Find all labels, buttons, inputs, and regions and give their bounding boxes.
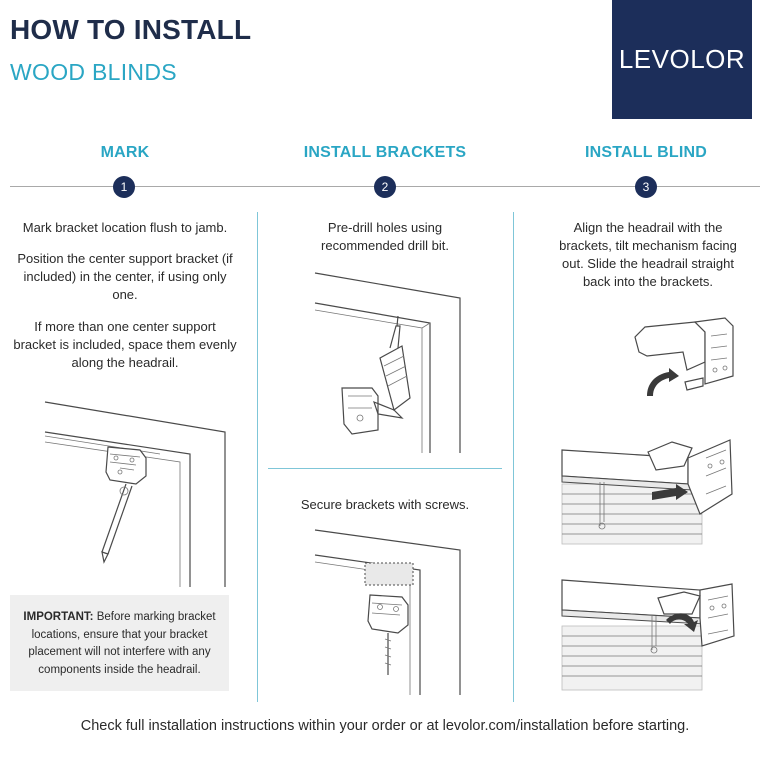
- brackets-instruction-1: Pre-drill holes using recommended drill bit.: [321, 220, 449, 253]
- mark-instruction-1: Mark bracket location flush to jamb.: [22, 220, 228, 235]
- mark-bracket-illustration: [40, 392, 230, 587]
- important-text: Before marking bracket locations, ensure that your bracket placement will not interfere with any components inside the headrail.: [28, 611, 216, 676]
- step-3-title: INSTALL BLIND: [585, 144, 707, 161]
- step-1-title: MARK: [100, 144, 150, 161]
- headrail-slide-illustration: [560, 436, 740, 546]
- brackets-instruction-2: Secure brackets with screws.: [300, 497, 470, 512]
- page-subtitle: WOOD BLINDS: [10, 59, 177, 85]
- important-notice: [10, 595, 229, 691]
- important-label: IMPORTANT:: [23, 611, 94, 623]
- page-title: HOW TO INSTALL: [10, 14, 252, 45]
- footer-note: Check full installation instructions within your order or at levolor.com/installation before starting.: [80, 718, 690, 734]
- mark-instruction-2: Position the center support bracket (if included) in the center, if using only one.: [17, 251, 233, 302]
- screw-illustration: [310, 525, 465, 700]
- step-2-title: INSTALL BRACKETS: [303, 144, 467, 161]
- brand-logo: [612, 0, 752, 119]
- column-divider-left: [257, 212, 258, 702]
- step-2-number: 2: [374, 176, 396, 198]
- bracket-open-illustration: [625, 312, 745, 402]
- blind-instruction-1: Align the headrail with the brackets, tilt mechanism facing out. Slide the headrail straight back into the brackets.: [559, 220, 737, 289]
- step-1-number: 1: [113, 176, 135, 198]
- step-3-number: 3: [635, 176, 657, 198]
- column-divider-right: [513, 212, 514, 702]
- headrail-lock-illustration: [560, 574, 740, 694]
- drill-illustration: [310, 268, 465, 458]
- step-2-divider: [268, 468, 502, 469]
- mark-instruction-3: If more than one center support bracket is included, space them evenly along the headrail.: [13, 319, 237, 370]
- brand-logo-text: LEVOLOR: [618, 44, 746, 74]
